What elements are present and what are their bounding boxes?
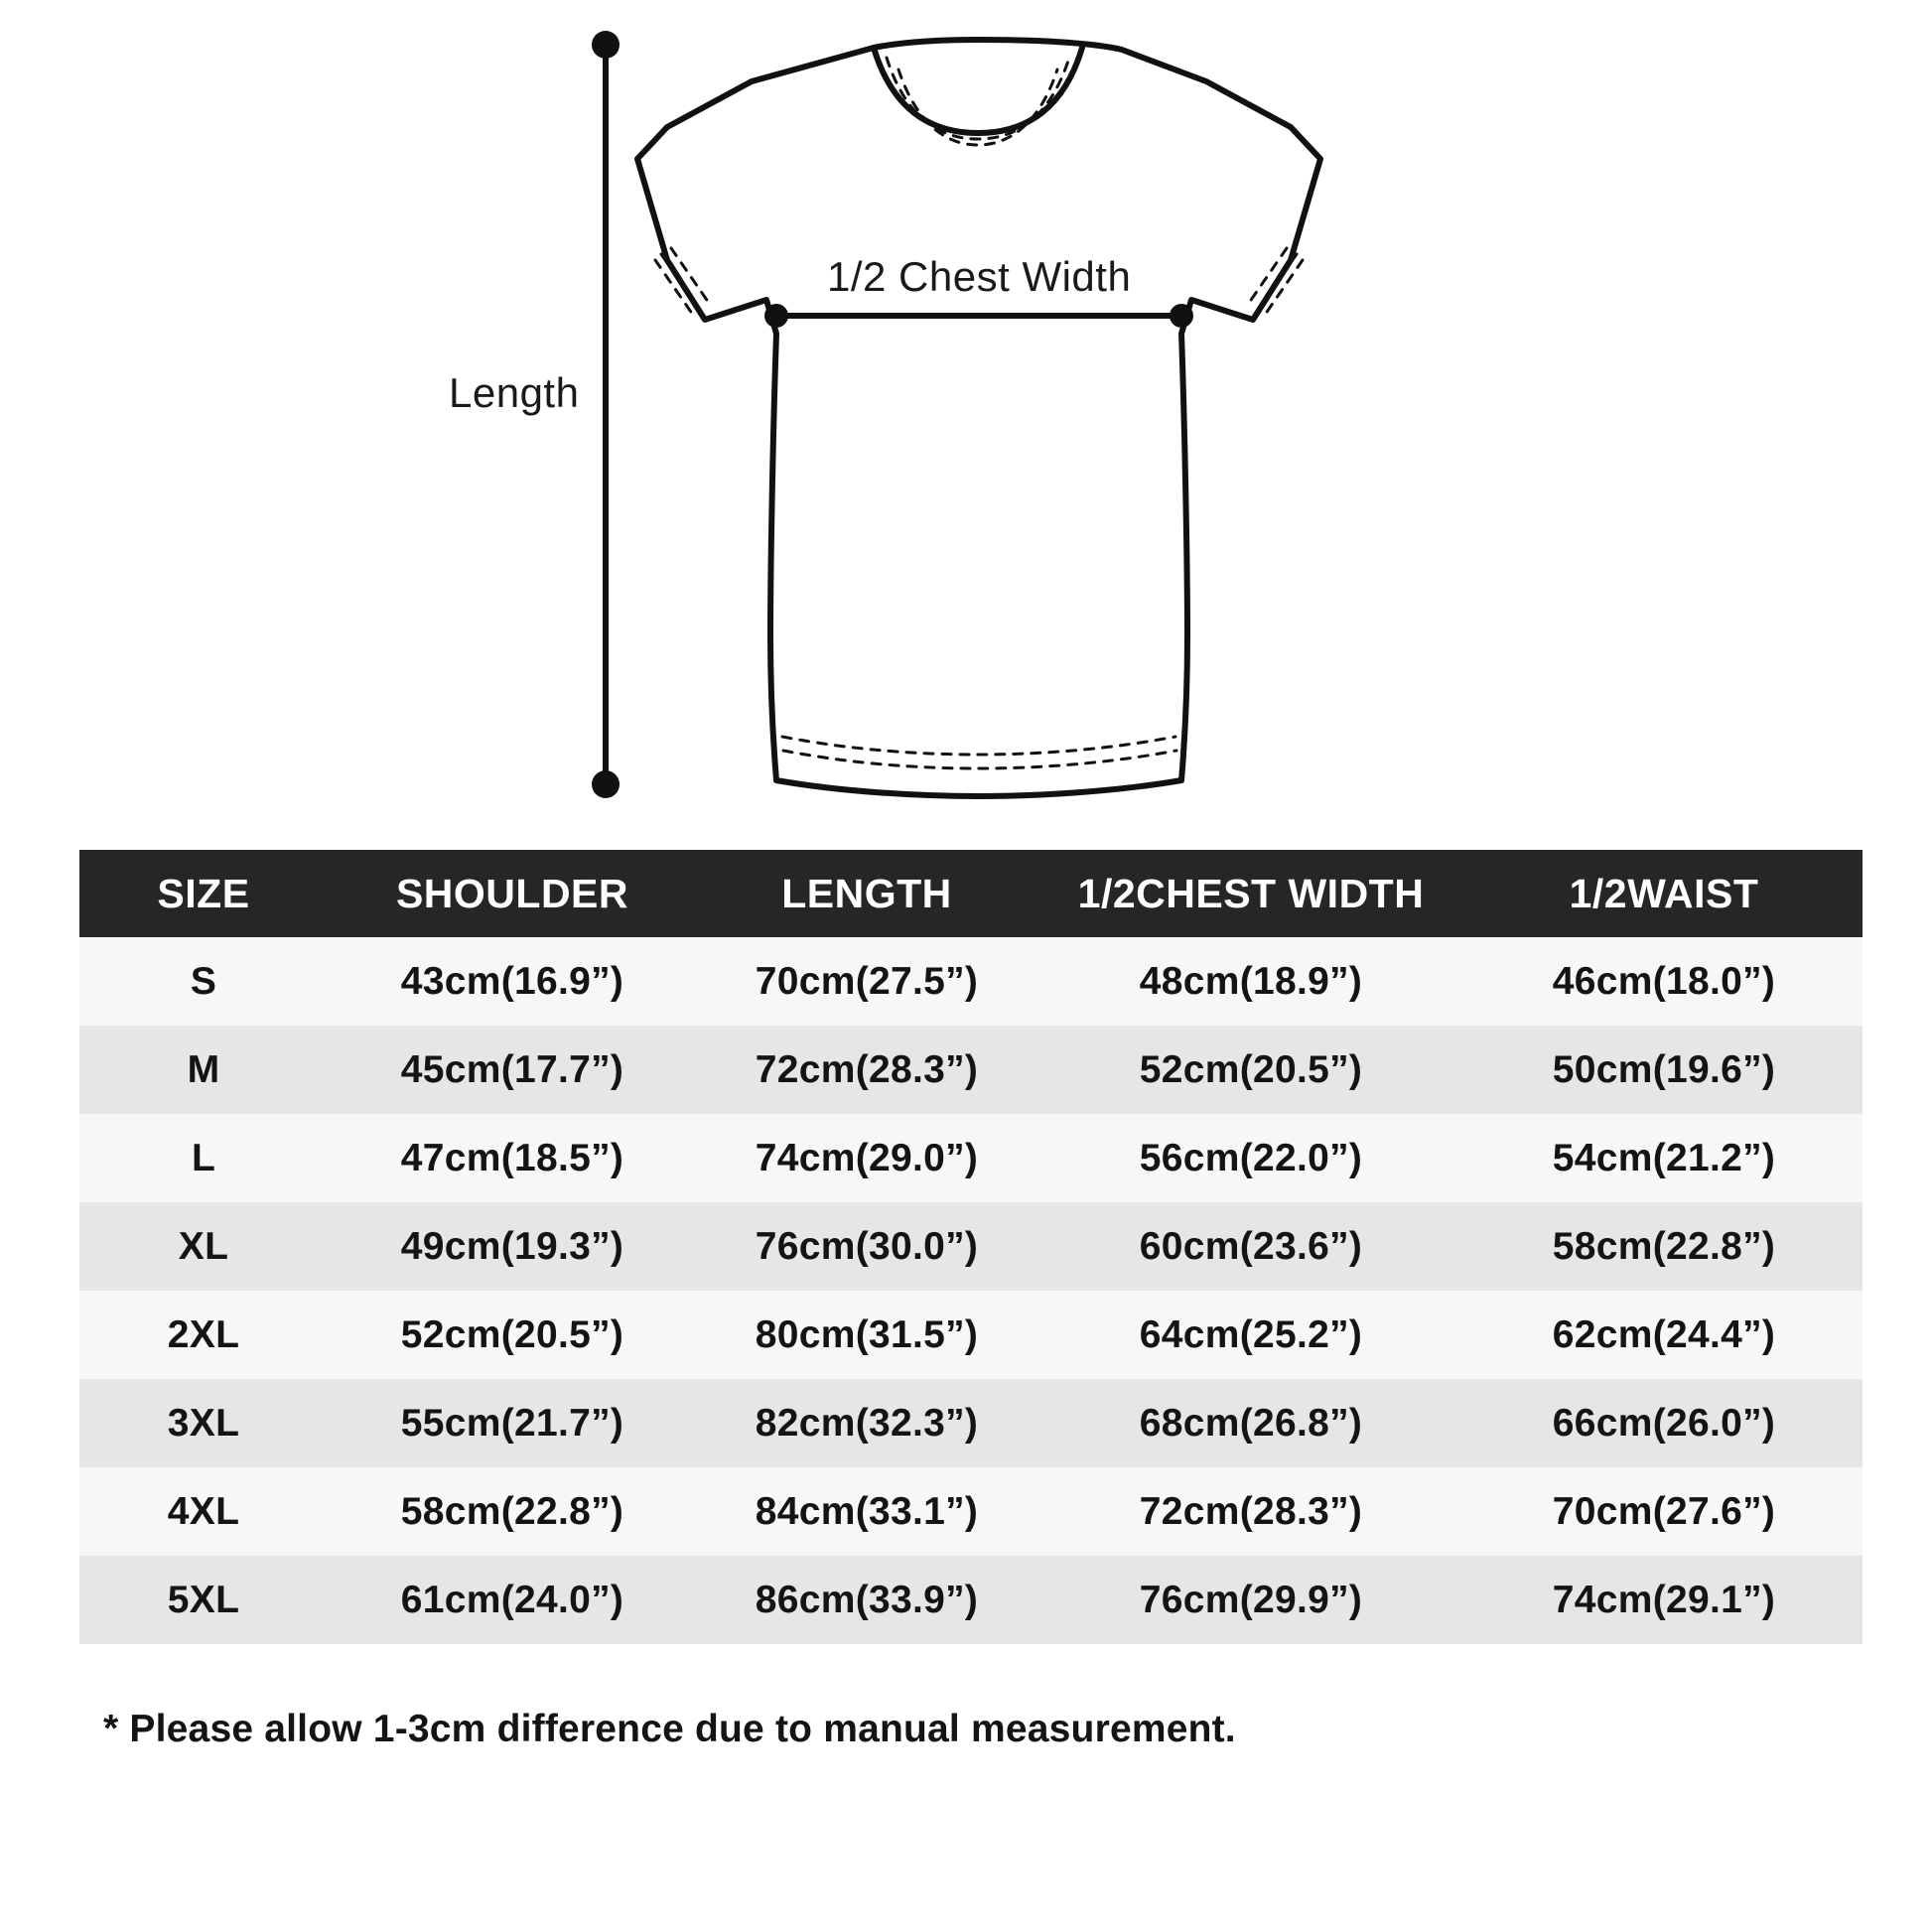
header-shoulder: SHOULDER	[328, 850, 697, 937]
cell-shoulder: 45cm(17.7”)	[328, 1026, 697, 1114]
cell-shoulder: 43cm(16.9”)	[328, 937, 697, 1026]
cell-waist: 50cm(19.6”)	[1465, 1026, 1863, 1114]
length-label: Length	[449, 369, 580, 416]
cell-chest-width: 52cm(20.5”)	[1036, 1026, 1465, 1114]
table-row	[79, 1026, 1863, 1114]
cell-waist: 66cm(26.0”)	[1465, 1379, 1863, 1467]
cell-length: 76cm(30.0”)	[697, 1202, 1036, 1291]
tshirt-measurement-diagram	[0, 0, 1932, 834]
cell-length: 86cm(33.9”)	[697, 1556, 1036, 1644]
header-chest-width: 1/2CHEST WIDTH	[1036, 850, 1465, 937]
cell-size: 2XL	[79, 1291, 328, 1379]
cell-length: 80cm(31.5”)	[697, 1291, 1036, 1379]
cell-waist: 70cm(27.6”)	[1465, 1467, 1863, 1556]
cell-length: 82cm(32.3”)	[697, 1379, 1036, 1467]
header-size: SIZE	[79, 850, 328, 937]
cell-waist: 54cm(21.2”)	[1465, 1114, 1863, 1202]
cell-size: 4XL	[79, 1467, 328, 1556]
cell-chest-width: 68cm(26.8”)	[1036, 1379, 1465, 1467]
cell-length: 74cm(29.0”)	[697, 1114, 1036, 1202]
header-row	[79, 850, 1863, 937]
cell-shoulder: 52cm(20.5”)	[328, 1291, 697, 1379]
cell-chest-width: 72cm(28.3”)	[1036, 1467, 1465, 1556]
table-row	[79, 1202, 1863, 1291]
cell-length: 70cm(27.5”)	[697, 937, 1036, 1026]
cell-size: 5XL	[79, 1556, 328, 1644]
tshirt-illustration	[0, 0, 1932, 834]
cell-waist: 74cm(29.1”)	[1465, 1556, 1863, 1644]
table-row	[79, 1114, 1863, 1202]
cell-size: L	[79, 1114, 328, 1202]
cell-waist: 62cm(24.4”)	[1465, 1291, 1863, 1379]
size-table	[79, 850, 1863, 1644]
cell-size: XL	[79, 1202, 328, 1291]
cell-size: M	[79, 1026, 328, 1114]
header-length: LENGTH	[697, 850, 1036, 937]
length-measure-line	[592, 31, 620, 798]
cell-shoulder: 58cm(22.8”)	[328, 1467, 697, 1556]
cell-size: 3XL	[79, 1379, 328, 1467]
table-row	[79, 937, 1863, 1026]
table-row	[79, 1467, 1863, 1556]
cell-length: 72cm(28.3”)	[697, 1026, 1036, 1114]
table-row	[79, 1556, 1863, 1644]
size-table-wrapper	[79, 850, 1853, 1644]
chest-width-label: 1/2 Chest Width	[827, 253, 1132, 300]
cell-shoulder: 55cm(21.7”)	[328, 1379, 697, 1467]
cell-shoulder: 61cm(24.0”)	[328, 1556, 697, 1644]
size-table-header	[79, 850, 1863, 937]
cell-chest-width: 60cm(23.6”)	[1036, 1202, 1465, 1291]
cell-length: 84cm(33.1”)	[697, 1467, 1036, 1556]
table-row	[79, 1379, 1863, 1467]
cell-size: S	[79, 937, 328, 1026]
cell-chest-width: 56cm(22.0”)	[1036, 1114, 1465, 1202]
cell-shoulder: 49cm(19.3”)	[328, 1202, 697, 1291]
cell-shoulder: 47cm(18.5”)	[328, 1114, 697, 1202]
header-waist: 1/2WAIST	[1465, 850, 1863, 937]
size-table-body	[79, 937, 1863, 1644]
measurement-footnote: * Please allow 1-3cm difference due to manual measurement.	[103, 1708, 1236, 1750]
cell-waist: 46cm(18.0”)	[1465, 937, 1863, 1026]
cell-chest-width: 76cm(29.9”)	[1036, 1556, 1465, 1644]
cell-chest-width: 48cm(18.9”)	[1036, 937, 1465, 1026]
cell-waist: 58cm(22.8”)	[1465, 1202, 1863, 1291]
cell-chest-width: 64cm(25.2”)	[1036, 1291, 1465, 1379]
table-row	[79, 1291, 1863, 1379]
